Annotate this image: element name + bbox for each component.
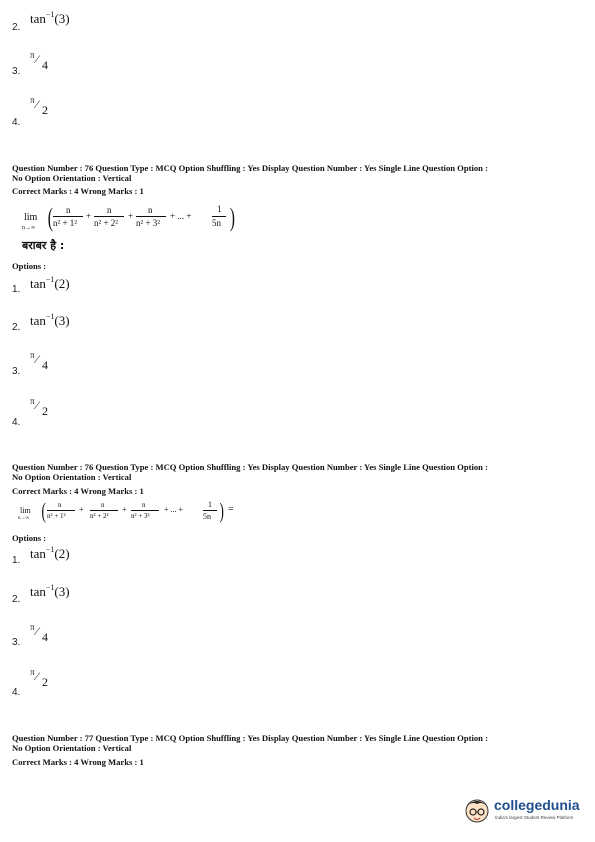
term-denominator: n² + 1² — [53, 218, 77, 228]
question-header-line: Question Number : 76 Question Type : MCQ Option Shuffling : Yes Display Question Number : Yes Single Line Question Option : — [12, 163, 488, 173]
fraction-bar — [90, 510, 118, 511]
question-header-line: No Option Orientation : Vertical — [12, 472, 132, 482]
term-denominator: 5n — [212, 218, 221, 228]
option-number: 4. — [12, 417, 21, 428]
option-number: 3. — [12, 637, 21, 648]
option-number: 2. — [12, 594, 21, 605]
term-denominator: n² + 3² — [131, 512, 150, 520]
fraction-bar — [136, 216, 166, 217]
question-marks: Correct Marks : 4 Wrong Marks : 1 — [12, 486, 144, 496]
right-paren: ) — [229, 203, 235, 232]
right-paren: ) — [219, 498, 224, 523]
fraction-bar — [203, 510, 217, 511]
ellipsis: + ... + — [170, 211, 192, 221]
option-number: 3. — [12, 66, 21, 77]
term-numerator: n — [107, 205, 112, 215]
term-numerator: n — [58, 501, 62, 509]
lim-text: lim — [20, 506, 31, 515]
term-denominator: 5n — [203, 512, 211, 521]
question-math — [20, 201, 260, 233]
term-numerator: 1 — [208, 500, 212, 509]
equals-sign: = — [228, 504, 234, 515]
left-paren: ( — [47, 203, 53, 232]
fraction-bar — [131, 510, 159, 511]
term-numerator: n — [148, 205, 153, 215]
plus-sign: + — [128, 211, 134, 221]
plus-sign: + — [79, 505, 84, 514]
options-label: Options : — [12, 533, 47, 543]
question-header-line: Question Number : 76 Question Type : MCQ Option Shuffling : Yes Display Question Number : Yes Single Line Question Option : — [12, 462, 488, 472]
fraction-bar — [53, 216, 83, 217]
fraction-bar — [47, 510, 75, 511]
option-tan-inverse[interactable]: $\tan^{-1}(2)$ — [30, 275, 70, 291]
question-header — [12, 163, 488, 183]
left-paren: ( — [41, 498, 46, 523]
brand-tagline: India's largest Student Review Platform — [495, 815, 574, 820]
question-header-line: No Option Orientation : Vertical — [12, 743, 132, 753]
question-math — [18, 497, 248, 525]
question-header-line: Question Number : 77 Question Type : MCQ Option Shuffling : Yes Display Question Number : Yes Single Line Question Option : — [12, 733, 488, 743]
fraction-bar — [212, 216, 226, 217]
ellipsis: + ... + — [164, 505, 184, 514]
question-header — [12, 462, 488, 482]
option-tan-inverse[interactable]: $\tan^{-1}(3)$ — [30, 583, 70, 599]
options-label: Options : — [12, 261, 47, 271]
plus-sign: + — [122, 505, 127, 514]
option-tan-inverse[interactable]: $\tan^{-1}(3)$ — [30, 312, 70, 328]
fraction-bar — [94, 216, 124, 217]
term-numerator: n — [66, 205, 71, 215]
lim-subscript: n→∞ — [18, 516, 30, 521]
option-number: 4. — [12, 117, 21, 128]
student-mascot-icon — [462, 795, 492, 827]
option-number: 3. — [12, 366, 21, 377]
plus-sign: + — [86, 211, 92, 221]
question-marks: Correct Marks : 4 Wrong Marks : 1 — [12, 757, 144, 767]
term-numerator: n — [101, 501, 105, 509]
term-denominator: n² + 2² — [90, 512, 109, 520]
option-number: 4. — [12, 687, 21, 698]
option-number: 1. — [12, 555, 21, 566]
term-denominator: n² + 2² — [94, 218, 118, 228]
question-header — [12, 733, 488, 753]
lim-text: lim — [24, 212, 38, 223]
brand-name: collegedunia — [494, 797, 580, 813]
term-numerator: n — [142, 501, 146, 509]
question-hindi-text: बराबर है : — [22, 239, 65, 252]
option-tan-inverse[interactable]: $\tan^{-1}(2)$ — [30, 545, 70, 561]
option-number: 1. — [12, 284, 21, 295]
term-denominator: n² + 1² — [47, 512, 66, 520]
term-denominator: n² + 3² — [136, 218, 160, 228]
question-header-line: No Option Orientation : Vertical — [12, 173, 132, 183]
option-number: 2. — [12, 22, 21, 33]
lim-subscript: n→∞ — [22, 225, 36, 231]
option-number: 2. — [12, 322, 21, 333]
question-marks: Correct Marks : 4 Wrong Marks : 1 — [12, 186, 144, 196]
term-numerator: 1 — [217, 204, 222, 214]
option-tan-inverse: $\tan^{-1}(3)$ — [30, 10, 70, 26]
